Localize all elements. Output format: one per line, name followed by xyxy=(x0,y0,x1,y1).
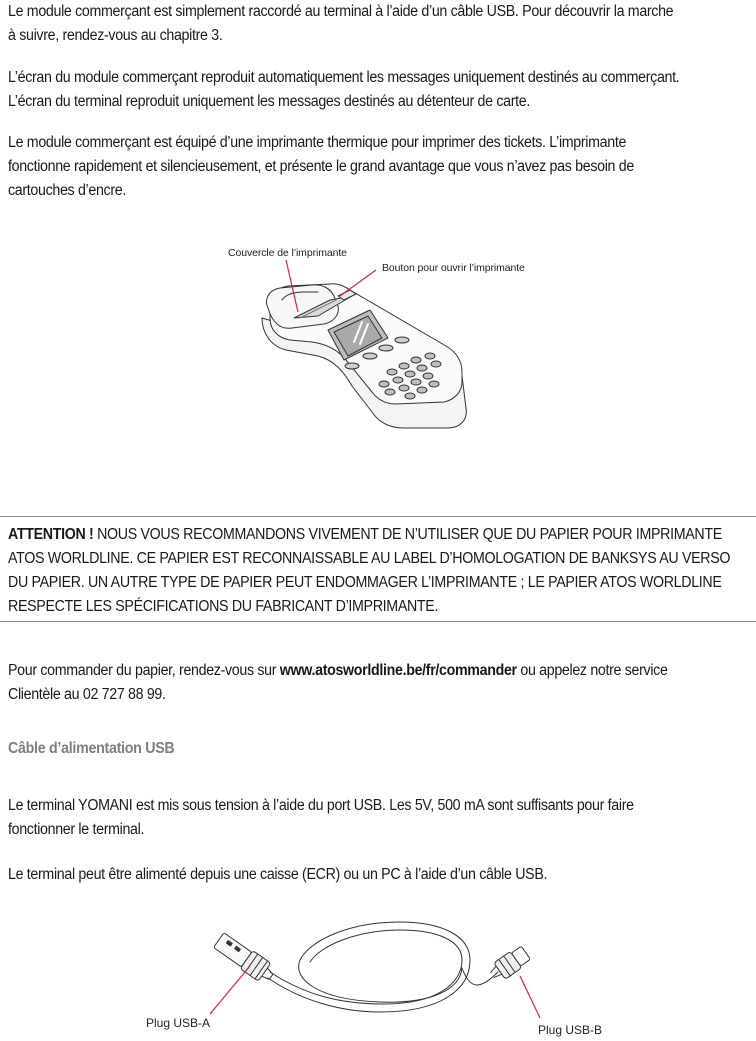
order-suffix: ou appelez notre service xyxy=(516,662,668,679)
screens-line-1: L’écran du module commerçant reproduit automatiquement les messages uniquement destinés au commerçant. xyxy=(8,69,680,86)
usb-power-paragraph xyxy=(8,794,701,842)
order-paragraph xyxy=(8,659,701,707)
attention-line-4: RESPECTE LES SPÉCIFICATIONS DU FABRICANT D’IMPRIMANTE. xyxy=(8,598,439,615)
usb-ecr-paragraph xyxy=(8,863,701,887)
usb-power-line-1: Le terminal YOMANI est mis sous tension à l’aide du port USB. Les 5V, 500 mA sont suffisants pour faire xyxy=(8,797,634,814)
usb-a-label: Plug USB-A xyxy=(146,1016,211,1030)
intro-paragraph xyxy=(8,0,701,48)
attention-line-1-text: NOUS VOUS RECOMMANDONS VIVEMENT DE N’UTILISER QUE DU PAPIER POUR IMPRIMANTE xyxy=(93,526,722,543)
attention-notice xyxy=(8,523,731,619)
intro-line-1: Le module commerçant est simplement raccordé au terminal à l’aide d’un câble USB. Pour découvrir la marche xyxy=(8,3,674,20)
screens-line-2: L’écran du terminal reproduit uniquement les messages destinés au détenteur de carte. xyxy=(8,93,530,110)
order-prefix: Pour commander du papier, rendez-vous sur xyxy=(8,662,280,679)
usb-section-heading: Câble d’alimentation USB xyxy=(8,740,175,757)
attention-bottom-rule xyxy=(0,621,756,622)
intro-line-2: à suivre, rendez-vous au chapitre 3. xyxy=(8,27,223,44)
usb-power-line-2: fonctionner le terminal. xyxy=(8,821,145,838)
usb-b-label: Plug USB-B xyxy=(538,1023,603,1037)
printer-line-3: cartouches d’encre. xyxy=(8,182,126,199)
order-link[interactable]: www.atosworldline.be/fr/commander xyxy=(279,662,517,679)
attention-label: ATTENTION ! xyxy=(8,526,94,543)
printer-line-1: Le module commerçant est équipé d’une imprimante thermique pour imprimer des tickets. L’imprimante xyxy=(8,134,627,151)
screens-paragraph xyxy=(8,66,701,114)
usb-ecr-line: Le terminal peut être alimenté depuis une caisse (ECR) ou un PC à l’aide d’un câble USB. xyxy=(8,866,548,883)
printer-cover-callout: Couvercle de l’imprimante xyxy=(228,247,347,259)
printer-paragraph xyxy=(8,131,701,203)
attention-line-2: ATOS WORLDLINE. CE PAPIER EST RECONNAISSABLE AU LABEL D’HOMOLOGATION DE BANKSYS AU VERSO xyxy=(8,550,731,567)
printer-button-callout: Bouton pour ouvrir l’imprimante xyxy=(382,262,525,274)
attention-line-3: DU PAPIER. UN AUTRE TYPE DE PAPIER PEUT ENDOMMAGER L’IMPRIMANTE ; LE PAPIER ATOS WORLDLINE xyxy=(8,574,722,591)
attention-top-rule xyxy=(0,516,756,517)
attention-line-1 xyxy=(8,523,722,547)
order-line-2: Clientèle au 02 727 88 99. xyxy=(8,686,166,703)
order-line-1 xyxy=(8,659,701,683)
printer-line-2: fonctionne rapidement et silencieusement, et présente le grand avantage que vous n’avez pas besoin de xyxy=(8,158,634,175)
